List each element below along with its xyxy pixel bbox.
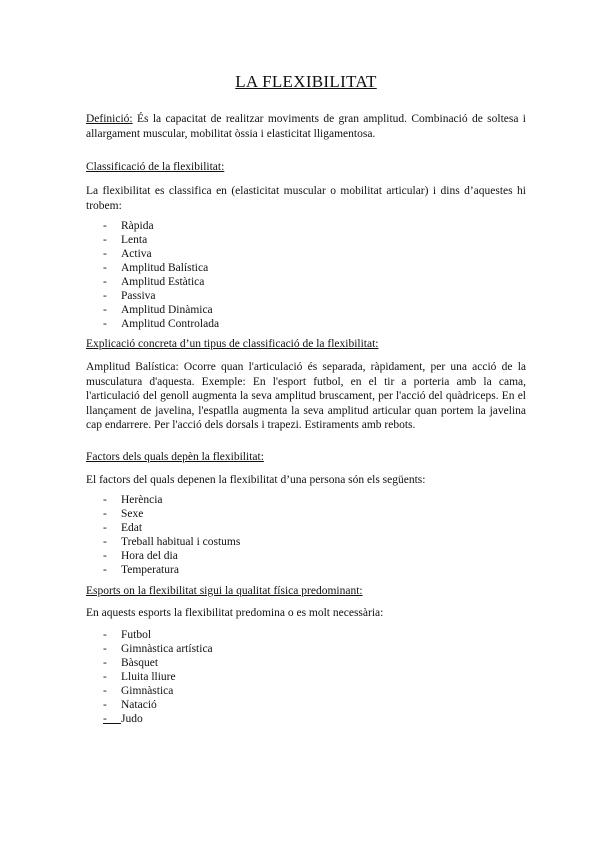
dash-bullet: -: [103, 234, 107, 246]
factor-item: [86, 549, 240, 563]
dash-bullet: -: [103, 685, 107, 697]
dash-bullet: -: [103, 671, 107, 683]
dash-bullet: -: [103, 550, 107, 562]
sport-item-label: Gimnàstica artística: [121, 643, 213, 655]
factors-intro: El factors del quals depenen la flexibilitat d’una persona són els següents:: [86, 474, 426, 486]
classification-item-label: Amplitud Controlada: [121, 318, 220, 330]
sport-item-label: Futbol: [121, 629, 152, 641]
dash-bullet: -: [103, 304, 107, 316]
sport-item-label: Natació: [121, 699, 157, 711]
dash-bullet: -: [103, 494, 107, 506]
classification-item-label: Ràpida: [121, 220, 154, 232]
classification-item-label: Amplitud Estàtica: [121, 276, 205, 288]
factor-item: [86, 563, 240, 577]
factor-item-label: Treball habitual i costums: [121, 536, 241, 548]
sports-list: [86, 628, 213, 726]
dash-bullet: -: [103, 657, 107, 669]
sport-item: [86, 684, 213, 698]
classification-item-label: Lenta: [121, 234, 148, 246]
classification-item: [86, 275, 219, 289]
sport-item: [86, 628, 213, 642]
factor-item-label: Herència: [121, 494, 163, 506]
classification-item-label: Passiva: [121, 290, 156, 302]
dash-bullet: -: [103, 276, 107, 288]
factor-item: [86, 521, 240, 535]
classification-item: [86, 261, 219, 275]
sport-item: [86, 698, 213, 712]
classification-item: [86, 303, 219, 317]
factor-item-label: Temperatura: [121, 564, 179, 576]
classification-item: [86, 233, 219, 247]
dash-bullet: -: [103, 318, 107, 330]
document-title: LA FLEXIBILITAT: [235, 72, 377, 91]
definition-label: Definició:: [86, 113, 133, 125]
sport-item: [86, 712, 213, 726]
factors-list: [86, 493, 240, 577]
dash-bullet: -: [103, 508, 107, 520]
sport-item-label: Lluita lliure: [121, 671, 176, 683]
classification-intro: La flexibilitat es classifica en (elasticitat muscular o mobilitat articular) i dins d’aquestes hi trobem:: [86, 185, 526, 212]
factor-item-label: Sexe: [121, 508, 144, 520]
sports-heading: Esports on la flexibilitat sigui la qualitat física predominant:: [86, 585, 363, 597]
classification-item-label: Amplitud Balística: [121, 262, 209, 274]
dash-bullet: -: [103, 629, 107, 641]
factor-item-label: Edat: [121, 522, 143, 534]
dash-bullet: -: [103, 699, 107, 711]
classification-item: [86, 219, 219, 233]
dash-bullet: -: [103, 220, 107, 232]
dash-bullet: -: [103, 262, 107, 274]
classification-list: [86, 219, 219, 331]
sports-intro: En aquests esports la flexibilitat predomina o es molt necessària:: [86, 607, 384, 619]
sport-item: [86, 656, 213, 670]
classification-item-label: Activa: [121, 248, 152, 260]
dash-bullet: -: [103, 290, 107, 302]
factor-item: [86, 535, 240, 549]
classification-heading: Classificació de la flexibilitat:: [86, 161, 225, 173]
factor-item: [86, 493, 240, 507]
factor-item: [86, 507, 240, 521]
classification-item: [86, 317, 219, 331]
classification-item-label: Amplitud Dinàmica: [121, 304, 213, 316]
sport-item-label: Gimnàstica: [121, 685, 174, 697]
dash-bullet: -: [103, 564, 107, 576]
explanation-heading: Explicació concreta d’un tipus de classificació de la flexibilitat:: [86, 338, 379, 350]
explanation-paragraph: Amplitud Balística: Ocorre quan l'articulació és separada, ràpidament, per una acció de la musculatura d'aquesta. Exemple: En l'esport futbol, en el tir a porteria amb la cama, l'articulació del genoll augmenta la seva amplitud bruscament, per l'acció del quàdriceps. En el llançament de javelina, l'espatlla augmenta la seva amplitud articular quan portem la javelina cap endarrere. Per l'acció dels dorsals i trapezi. Estiraments amb rebots.: [86, 361, 526, 431]
definition-paragraph: [86, 112, 526, 141]
factors-heading: Factors dels quals depèn la flexibilitat:: [86, 451, 264, 463]
classification-item: [86, 247, 219, 261]
sport-item-label: Judo: [121, 713, 143, 725]
classification-item: [86, 289, 219, 303]
sport-item: [86, 642, 213, 656]
underline-mark: [103, 723, 121, 724]
dash-bullet: -: [103, 536, 107, 548]
dash-bullet: -: [103, 643, 107, 655]
definition-text: És la capacitat de realitzar moviments de gran amplitud. Combinació de soltesa i allargament muscular, mobilitat òssia i elasticitat lligamentosa.: [86, 113, 526, 140]
dash-bullet: -: [103, 713, 107, 725]
dash-bullet: -: [103, 248, 107, 260]
sport-item-label: Bàsquet: [121, 657, 159, 669]
dash-bullet: -: [103, 522, 107, 534]
sport-item: [86, 670, 213, 684]
factor-item-label: Hora del dia: [121, 550, 178, 562]
